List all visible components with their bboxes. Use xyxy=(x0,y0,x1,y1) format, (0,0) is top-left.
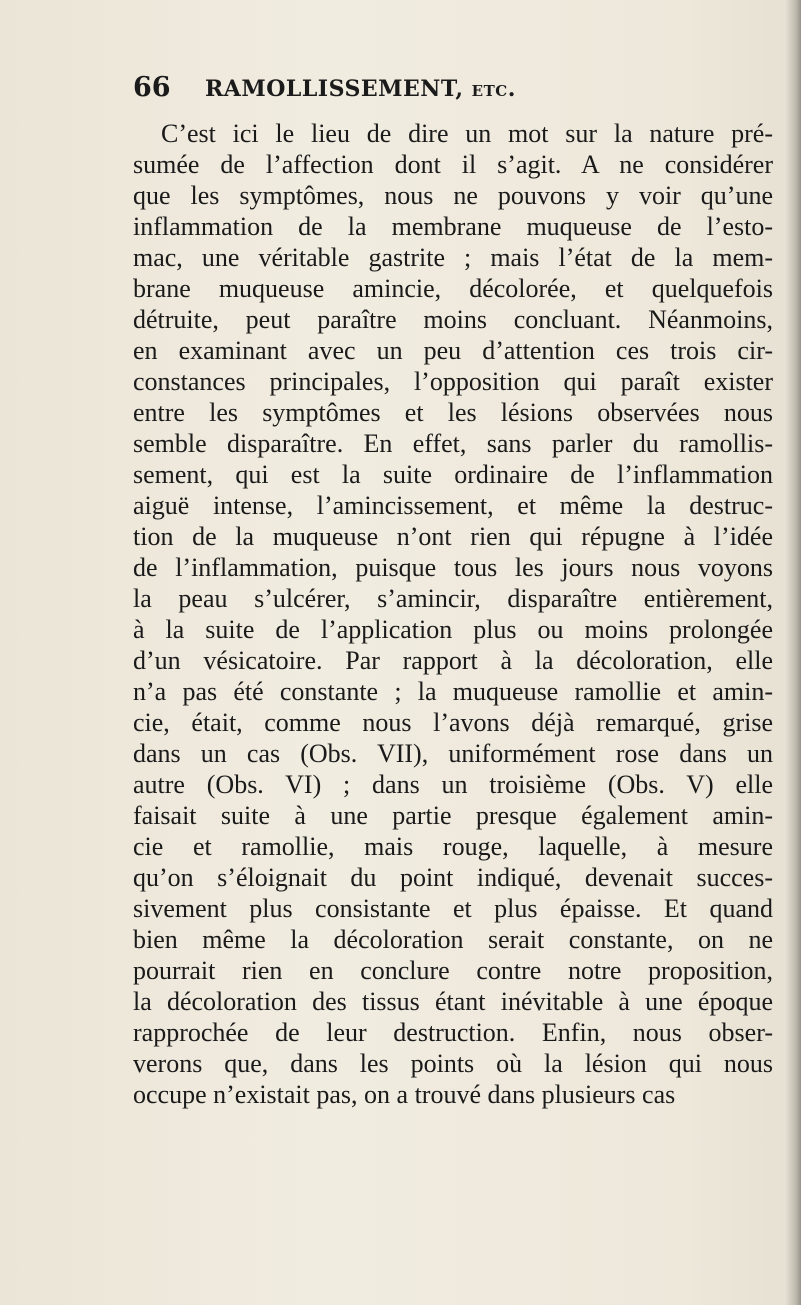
text-line: brane muqueuse amincie, décolorée, et quelquefois xyxy=(133,274,773,303)
text-line: mac, une véritable gastrite ; mais l’état de la mem- xyxy=(133,243,773,272)
text-line: inflammation de la membrane muqueuse de l’esto- xyxy=(133,212,773,241)
text-line: détruite, peut paraître moins concluant. Néanmoins, xyxy=(133,305,773,334)
page-edge-shadow xyxy=(785,0,801,1305)
text-line: dans un cas (Obs. VII), uniformément rose dans un xyxy=(133,739,773,768)
text-line: de l’inflammation, puisque tous les jours nous voyons xyxy=(133,553,773,582)
text-line: cie et ramollie, mais rouge, laquelle, à mesure xyxy=(133,832,773,861)
text-line: occupe n’existait pas, on a trouvé dans plusieurs cas xyxy=(133,1080,676,1109)
text-line: autre (Obs. VI) ; dans un troisième (Obs. V) elle xyxy=(133,770,773,799)
text-line-content: C’est ici le lieu de dire un mot sur la nature pré- xyxy=(161,119,773,148)
text-line: pourrait rien en conclure contre notre proposition, xyxy=(133,956,773,985)
text-line: constances principales, l’opposition qui paraît exister xyxy=(133,367,773,396)
text-line: rapprochée de leur destruction. Enfin, nous obser- xyxy=(133,1018,773,1047)
body-text xyxy=(133,118,773,1110)
text-line xyxy=(133,118,773,149)
text-line: bien même la décoloration serait constante, on ne xyxy=(133,925,773,954)
text-line: à la suite de l’application plus ou moins prolongée xyxy=(133,615,773,644)
text-line: entre les symptômes et les lésions observées nous xyxy=(133,398,773,427)
running-head: RAMOLLISSEMENT, etc. xyxy=(205,76,516,102)
text-line: cie, était, comme nous l’avons déjà remarqué, grise xyxy=(133,708,773,737)
page-header xyxy=(133,72,773,112)
text-line: tion de la muqueuse n’ont rien qui répugne à l’idée xyxy=(133,522,773,551)
text-line: semble disparaître. En effet, sans parler du ramollis- xyxy=(133,429,773,458)
text-line: que les symptômes, nous ne pouvons y voir qu’une xyxy=(133,181,773,210)
text-line: faisait suite à une partie presque également amin- xyxy=(133,801,773,830)
text-line: la décoloration des tissus étant inévitable à une époque xyxy=(133,987,773,1016)
text-line: en examinant avec un peu d’attention ces trois cir- xyxy=(133,336,773,365)
page-number: 66 xyxy=(133,72,171,103)
text-line: verons que, dans les points où la lésion qui nous xyxy=(133,1049,773,1078)
text-line: d’un vésicatoire. Par rapport à la décoloration, elle xyxy=(133,646,773,675)
text-line: qu’on s’éloignait du point indiqué, devenait succes- xyxy=(133,863,773,892)
text-line: n’a pas été constante ; la muqueuse ramollie et amin- xyxy=(133,677,773,706)
text-line: aiguë intense, l’amincissement, et même la destruc- xyxy=(133,491,773,520)
text-line: sement, qui est la suite ordinaire de l’inflammation xyxy=(133,460,773,489)
text-line: la peau s’ulcérer, s’amincir, disparaître entièrement, xyxy=(133,584,773,613)
text-line: sivement plus consistante et plus épaisse. Et quand xyxy=(133,894,773,923)
text-line: sumée de l’affection dont il s’agit. A ne considérer xyxy=(133,150,773,179)
